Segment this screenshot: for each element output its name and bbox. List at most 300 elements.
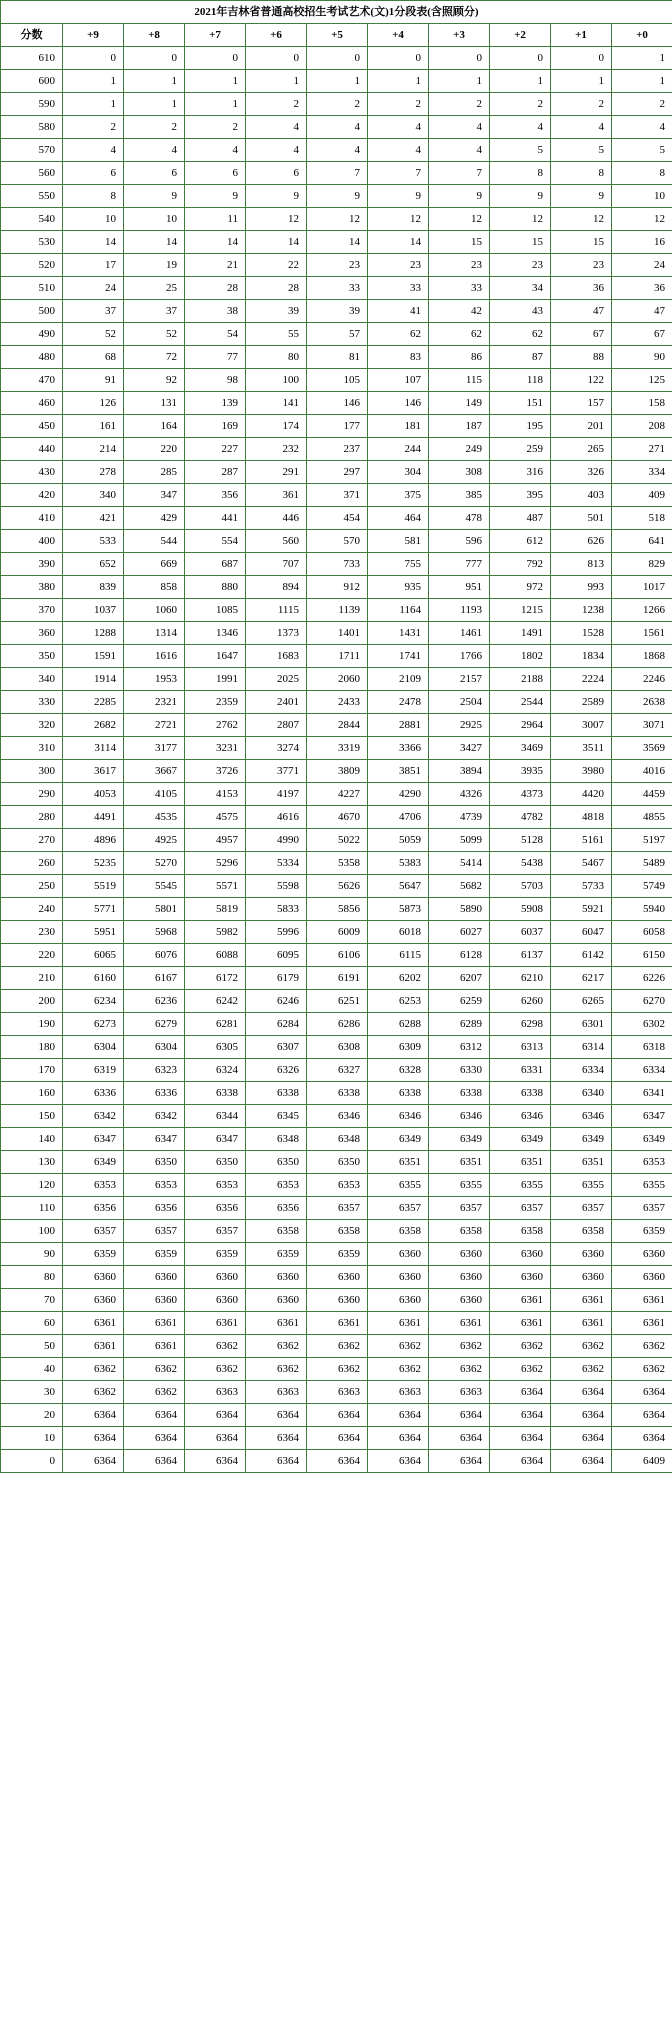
count-cell: 4: [429, 139, 490, 162]
table-row: [1, 783, 672, 806]
count-cell: 7: [307, 162, 368, 185]
count-cell: 6361: [490, 1289, 551, 1312]
table-head: [1, 1, 672, 47]
count-cell: 6318: [612, 1036, 672, 1059]
count-cell: 3809: [307, 760, 368, 783]
count-cell: 2321: [124, 691, 185, 714]
count-cell: 304: [368, 461, 429, 484]
count-cell: 9: [124, 185, 185, 208]
count-cell: 47: [551, 300, 612, 323]
count-cell: 4290: [368, 783, 429, 806]
score-label: 40: [1, 1358, 63, 1381]
score-label: 550: [1, 185, 63, 208]
score-label: 510: [1, 277, 63, 300]
count-cell: 25: [124, 277, 185, 300]
score-label: 590: [1, 93, 63, 116]
count-cell: 518: [612, 507, 672, 530]
count-cell: 6359: [63, 1243, 124, 1266]
count-cell: 6150: [612, 944, 672, 967]
count-cell: 52: [124, 323, 185, 346]
count-cell: 3274: [246, 737, 307, 760]
count-cell: 6362: [429, 1335, 490, 1358]
count-cell: 6142: [551, 944, 612, 967]
count-cell: 1683: [246, 645, 307, 668]
count-cell: 6362: [612, 1358, 672, 1381]
count-cell: 733: [307, 553, 368, 576]
count-cell: 6364: [612, 1427, 672, 1450]
score-label: 600: [1, 70, 63, 93]
score-label: 400: [1, 530, 63, 553]
table-row: [1, 599, 672, 622]
score-label: 450: [1, 415, 63, 438]
count-cell: 6361: [185, 1312, 246, 1335]
count-cell: 6364: [63, 1450, 124, 1473]
score-label: 350: [1, 645, 63, 668]
count-cell: 4: [307, 116, 368, 139]
count-cell: 487: [490, 507, 551, 530]
count-cell: 7: [368, 162, 429, 185]
count-cell: 291: [246, 461, 307, 484]
count-cell: 3007: [551, 714, 612, 737]
score-label: 540: [1, 208, 63, 231]
count-cell: 6350: [307, 1151, 368, 1174]
count-cell: 334: [612, 461, 672, 484]
count-cell: 125: [612, 369, 672, 392]
count-cell: 2: [63, 116, 124, 139]
count-cell: 6364: [185, 1404, 246, 1427]
count-cell: 6361: [124, 1312, 185, 1335]
count-cell: 8: [612, 162, 672, 185]
count-cell: 4491: [63, 806, 124, 829]
count-cell: 1: [307, 70, 368, 93]
table-row: [1, 461, 672, 484]
count-cell: 6363: [429, 1381, 490, 1404]
count-cell: 371: [307, 484, 368, 507]
count-cell: 2: [246, 93, 307, 116]
count-cell: 4016: [612, 760, 672, 783]
score-label: 0: [1, 1450, 63, 1473]
table-row: [1, 1358, 672, 1381]
count-cell: 4670: [307, 806, 368, 829]
count-cell: 28: [246, 277, 307, 300]
table-row: [1, 507, 672, 530]
count-cell: 6364: [185, 1450, 246, 1473]
count-cell: 6058: [612, 921, 672, 944]
count-cell: 47: [612, 300, 672, 323]
count-cell: 6364: [246, 1404, 307, 1427]
count-cell: 98: [185, 369, 246, 392]
count-cell: 6246: [246, 990, 307, 1013]
count-cell: 6349: [368, 1128, 429, 1151]
score-label: 190: [1, 1013, 63, 1036]
count-cell: 6364: [307, 1404, 368, 1427]
count-cell: 5197: [612, 829, 672, 852]
count-cell: 6338: [490, 1082, 551, 1105]
count-cell: 1616: [124, 645, 185, 668]
count-cell: 0: [246, 47, 307, 70]
count-cell: 10: [124, 208, 185, 231]
count-cell: 6340: [551, 1082, 612, 1105]
count-cell: 54: [185, 323, 246, 346]
count-cell: 6027: [429, 921, 490, 944]
count-cell: 42: [429, 300, 490, 323]
count-cell: 3894: [429, 760, 490, 783]
count-cell: 1561: [612, 622, 672, 645]
table-row: [1, 484, 672, 507]
count-cell: 951: [429, 576, 490, 599]
count-cell: 6364: [246, 1427, 307, 1450]
count-cell: 755: [368, 553, 429, 576]
count-cell: 6346: [551, 1105, 612, 1128]
count-cell: 297: [307, 461, 368, 484]
count-cell: 4: [490, 116, 551, 139]
count-cell: 1060: [124, 599, 185, 622]
count-cell: 6362: [551, 1335, 612, 1358]
count-cell: 6349: [612, 1128, 672, 1151]
count-cell: 6362: [490, 1335, 551, 1358]
count-cell: 4373: [490, 783, 551, 806]
count-cell: 2: [307, 93, 368, 116]
count-cell: 6357: [368, 1197, 429, 1220]
count-cell: 80: [246, 346, 307, 369]
count-cell: 5703: [490, 875, 551, 898]
count-cell: 88: [551, 346, 612, 369]
count-cell: 6360: [429, 1289, 490, 1312]
count-cell: 23: [551, 254, 612, 277]
count-cell: 5128: [490, 829, 551, 852]
column-header-plus8: +8: [124, 24, 185, 47]
count-cell: 4706: [368, 806, 429, 829]
count-cell: 5296: [185, 852, 246, 875]
count-cell: 375: [368, 484, 429, 507]
count-cell: 2925: [429, 714, 490, 737]
count-cell: 4535: [124, 806, 185, 829]
count-cell: 33: [307, 277, 368, 300]
count-cell: 87: [490, 346, 551, 369]
count-cell: 6160: [63, 967, 124, 990]
table-row: [1, 323, 672, 346]
count-cell: 6360: [429, 1266, 490, 1289]
count-cell: 55: [246, 323, 307, 346]
score-label: 170: [1, 1059, 63, 1082]
count-cell: 6362: [185, 1358, 246, 1381]
count-cell: 6360: [490, 1243, 551, 1266]
count-cell: 6360: [429, 1243, 490, 1266]
count-cell: 6364: [368, 1404, 429, 1427]
count-cell: 28: [185, 277, 246, 300]
count-cell: 6362: [490, 1358, 551, 1381]
count-cell: 52: [63, 323, 124, 346]
count-cell: 6362: [246, 1358, 307, 1381]
count-cell: 244: [368, 438, 429, 461]
table-row: [1, 415, 672, 438]
count-cell: 6362: [124, 1381, 185, 1404]
count-cell: 6362: [307, 1335, 368, 1358]
count-cell: 6: [63, 162, 124, 185]
count-cell: 6357: [490, 1197, 551, 1220]
table-row: [1, 254, 672, 277]
count-cell: 6302: [612, 1013, 672, 1036]
table-row: [1, 1174, 672, 1197]
count-cell: 6364: [185, 1427, 246, 1450]
count-cell: 6347: [612, 1105, 672, 1128]
count-cell: 38: [185, 300, 246, 323]
column-header-plus9: +9: [63, 24, 124, 47]
count-cell: 6342: [124, 1105, 185, 1128]
count-cell: 2881: [368, 714, 429, 737]
count-cell: 641: [612, 530, 672, 553]
score-label: 530: [1, 231, 63, 254]
count-cell: 6334: [551, 1059, 612, 1082]
score-label: 130: [1, 1151, 63, 1174]
count-cell: 6364: [429, 1450, 490, 1473]
count-cell: 5022: [307, 829, 368, 852]
count-cell: 403: [551, 484, 612, 507]
count-cell: 4: [246, 116, 307, 139]
count-cell: 1288: [63, 622, 124, 645]
count-cell: 2: [429, 93, 490, 116]
count-cell: 6357: [551, 1197, 612, 1220]
count-cell: 68: [63, 346, 124, 369]
count-cell: 6338: [185, 1082, 246, 1105]
count-cell: 62: [429, 323, 490, 346]
count-cell: 544: [124, 530, 185, 553]
count-cell: 581: [368, 530, 429, 553]
count-cell: 6364: [551, 1404, 612, 1427]
count-cell: 326: [551, 461, 612, 484]
count-cell: 5682: [429, 875, 490, 898]
table-row: [1, 1266, 672, 1289]
count-cell: 5270: [124, 852, 185, 875]
count-cell: 77: [185, 346, 246, 369]
column-header-plus1: +1: [551, 24, 612, 47]
count-cell: 6364: [124, 1450, 185, 1473]
count-cell: 612: [490, 530, 551, 553]
count-cell: 5890: [429, 898, 490, 921]
count-cell: 126: [63, 392, 124, 415]
count-cell: 265: [551, 438, 612, 461]
count-cell: 12: [429, 208, 490, 231]
count-cell: 2: [185, 116, 246, 139]
count-cell: 6348: [246, 1128, 307, 1151]
count-cell: 4420: [551, 783, 612, 806]
count-cell: 62: [490, 323, 551, 346]
score-label: 220: [1, 944, 63, 967]
count-cell: 316: [490, 461, 551, 484]
count-cell: 1164: [368, 599, 429, 622]
score-label: 380: [1, 576, 63, 599]
count-cell: 6137: [490, 944, 551, 967]
count-cell: 6356: [185, 1197, 246, 1220]
column-header-plus6: +6: [246, 24, 307, 47]
table-row: [1, 576, 672, 599]
count-cell: 687: [185, 553, 246, 576]
count-cell: 36: [612, 277, 672, 300]
count-cell: 14: [63, 231, 124, 254]
count-cell: 5749: [612, 875, 672, 898]
count-cell: 3469: [490, 737, 551, 760]
count-cell: 0: [124, 47, 185, 70]
count-cell: 5161: [551, 829, 612, 852]
count-cell: 1346: [185, 622, 246, 645]
count-cell: 43: [490, 300, 551, 323]
count-cell: 4: [368, 116, 429, 139]
count-cell: 4: [185, 139, 246, 162]
count-cell: 5334: [246, 852, 307, 875]
count-cell: 39: [307, 300, 368, 323]
count-cell: 1834: [551, 645, 612, 668]
count-cell: 6359: [246, 1243, 307, 1266]
table-row: [1, 438, 672, 461]
count-cell: 1085: [185, 599, 246, 622]
count-cell: 6361: [551, 1289, 612, 1312]
count-cell: 158: [612, 392, 672, 415]
count-cell: 6364: [551, 1427, 612, 1450]
table-row: [1, 944, 672, 967]
count-cell: 6360: [551, 1243, 612, 1266]
count-cell: 6341: [612, 1082, 672, 1105]
count-cell: 1037: [63, 599, 124, 622]
count-cell: 174: [246, 415, 307, 438]
count-cell: 6360: [185, 1266, 246, 1289]
count-cell: 1017: [612, 576, 672, 599]
count-cell: 6128: [429, 944, 490, 967]
score-label: 320: [1, 714, 63, 737]
count-cell: 4459: [612, 783, 672, 806]
count-cell: 6260: [490, 990, 551, 1013]
score-label: 100: [1, 1220, 63, 1243]
count-cell: 6361: [429, 1312, 490, 1335]
count-cell: 2060: [307, 668, 368, 691]
count-cell: 2224: [551, 668, 612, 691]
count-cell: 6364: [368, 1427, 429, 1450]
column-header-plus0: +0: [612, 24, 672, 47]
count-cell: 12: [246, 208, 307, 231]
table-row: [1, 1312, 672, 1335]
count-cell: 169: [185, 415, 246, 438]
score-label: 120: [1, 1174, 63, 1197]
score-label: 10: [1, 1427, 63, 1450]
count-cell: 271: [612, 438, 672, 461]
table-row: [1, 990, 672, 1013]
count-cell: 6202: [368, 967, 429, 990]
count-cell: 6361: [551, 1312, 612, 1335]
table-row: [1, 231, 672, 254]
count-cell: 6298: [490, 1013, 551, 1036]
score-label: 300: [1, 760, 63, 783]
score-label: 50: [1, 1335, 63, 1358]
score-label: 140: [1, 1128, 63, 1151]
count-cell: 0: [368, 47, 429, 70]
count-cell: 6356: [246, 1197, 307, 1220]
count-cell: 5996: [246, 921, 307, 944]
score-label: 310: [1, 737, 63, 760]
count-cell: 6364: [429, 1404, 490, 1427]
count-cell: 5908: [490, 898, 551, 921]
count-cell: 6226: [612, 967, 672, 990]
count-cell: 3980: [551, 760, 612, 783]
count-cell: 6351: [368, 1151, 429, 1174]
count-cell: 935: [368, 576, 429, 599]
count-cell: 6359: [185, 1243, 246, 1266]
count-cell: 6360: [124, 1289, 185, 1312]
table-row: [1, 921, 672, 944]
count-cell: 15: [551, 231, 612, 254]
count-cell: 4616: [246, 806, 307, 829]
count-cell: 6217: [551, 967, 612, 990]
count-cell: 4957: [185, 829, 246, 852]
count-cell: 5467: [551, 852, 612, 875]
column-header-plus4: +4: [368, 24, 429, 47]
count-cell: 3366: [368, 737, 429, 760]
count-cell: 57: [307, 323, 368, 346]
count-cell: 596: [429, 530, 490, 553]
count-cell: 1373: [246, 622, 307, 645]
count-cell: 6364: [246, 1450, 307, 1473]
table-row: [1, 668, 672, 691]
count-cell: 157: [551, 392, 612, 415]
count-cell: 652: [63, 553, 124, 576]
count-cell: 554: [185, 530, 246, 553]
count-cell: 6207: [429, 967, 490, 990]
count-cell: 6362: [368, 1358, 429, 1381]
count-cell: 6361: [124, 1335, 185, 1358]
column-header-score: 分数: [1, 24, 63, 47]
count-cell: 2: [490, 93, 551, 116]
table-row: [1, 622, 672, 645]
count-cell: 6360: [246, 1266, 307, 1289]
table-row: [1, 829, 672, 852]
count-cell: 6191: [307, 967, 368, 990]
count-cell: 5099: [429, 829, 490, 852]
count-cell: 6342: [63, 1105, 124, 1128]
count-cell: 6355: [429, 1174, 490, 1197]
count-cell: 3511: [551, 737, 612, 760]
count-cell: 1991: [185, 668, 246, 691]
count-cell: 6364: [63, 1404, 124, 1427]
header-row: [1, 24, 672, 47]
count-cell: 6364: [490, 1427, 551, 1450]
count-cell: 151: [490, 392, 551, 415]
count-cell: 6319: [63, 1059, 124, 1082]
score-label: 230: [1, 921, 63, 944]
table-body: [1, 47, 672, 1473]
score-label: 150: [1, 1105, 63, 1128]
count-cell: 2: [368, 93, 429, 116]
count-cell: 1868: [612, 645, 672, 668]
table-row: [1, 1427, 672, 1450]
count-cell: 6359: [612, 1220, 672, 1243]
count-cell: 6363: [246, 1381, 307, 1404]
count-cell: 16: [612, 231, 672, 254]
count-cell: 3114: [63, 737, 124, 760]
count-cell: 6353: [246, 1174, 307, 1197]
count-cell: 570: [307, 530, 368, 553]
count-cell: 39: [246, 300, 307, 323]
count-cell: 10: [63, 208, 124, 231]
count-cell: 6347: [124, 1128, 185, 1151]
count-cell: 6350: [124, 1151, 185, 1174]
count-cell: 3851: [368, 760, 429, 783]
count-cell: 15: [490, 231, 551, 254]
count-cell: 214: [63, 438, 124, 461]
table-row: [1, 93, 672, 116]
count-cell: 6288: [368, 1013, 429, 1036]
table-row: [1, 1082, 672, 1105]
count-cell: 4575: [185, 806, 246, 829]
table-row: [1, 277, 672, 300]
count-cell: 6362: [246, 1335, 307, 1358]
